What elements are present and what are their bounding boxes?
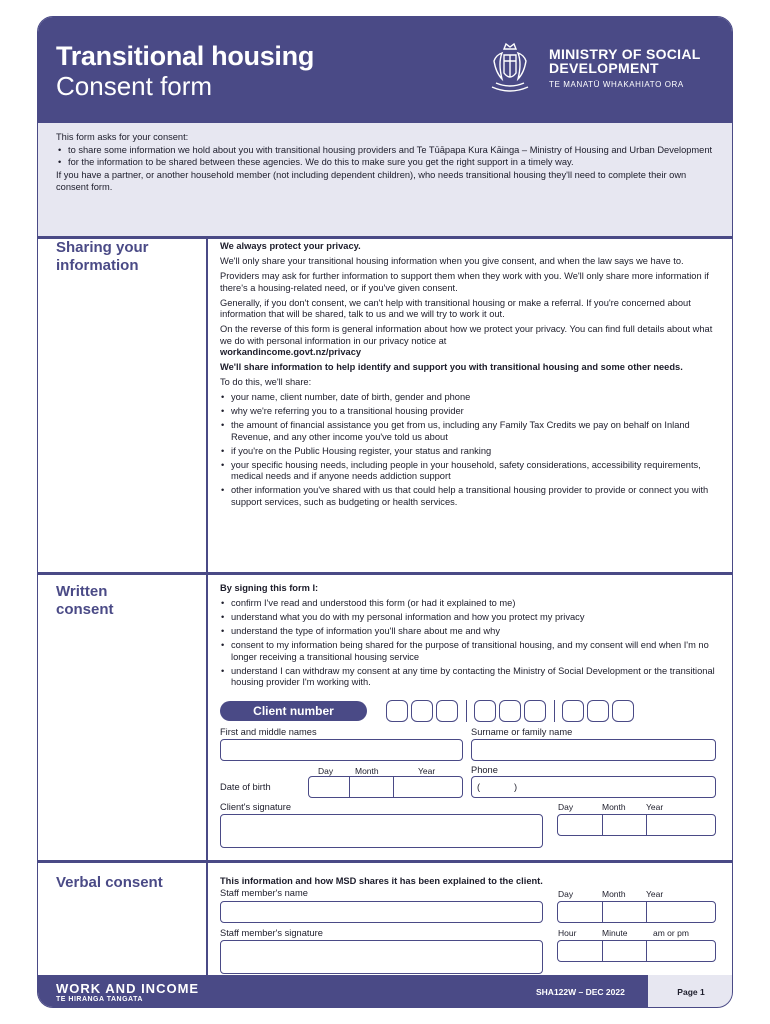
- written-section-title: [56, 583, 114, 619]
- field-divider: [646, 902, 647, 922]
- privacy-notice-text: On the reverse of this form is general information about how we protect your privacy. You can find full details about what we do with personal information in our privacy notice at: [220, 324, 713, 346]
- client-signature-label: Client's signature: [220, 802, 292, 812]
- dob-year-label: Year: [418, 766, 436, 776]
- intro-lead: This form asks for your consent:: [56, 132, 189, 142]
- intro-bullet: • for the information to be shared between these agencies. We do this to make sure you get the right support in a timely way.: [56, 156, 714, 169]
- list-item: • other information you've shared with us that could help a transitional housing provider to provide or connect you with support services, such as budgeting or health services.: [220, 485, 720, 508]
- written-title-line-1: Written: [56, 583, 108, 600]
- client-number-label: Client number: [220, 701, 367, 721]
- field-divider: [349, 777, 350, 797]
- field-divider: [602, 902, 603, 922]
- client-number-digit[interactable]: [612, 700, 634, 722]
- phone-area-close: ): [514, 782, 518, 792]
- list-item: • understand the type of information you'll share about me and why: [220, 626, 720, 638]
- work-and-income-sub: TE HIRANGA TANGATA: [56, 996, 143, 1003]
- coat-of-arms-icon: [482, 39, 538, 99]
- client-number-digit[interactable]: [474, 700, 496, 722]
- form-code: SHA122W – DEC 2022: [536, 987, 625, 997]
- list-item: • the amount of financial assistance you get from us, including any Family Tax Credits we pay on behalf on Inland Revenue, and any other income you've told us about: [220, 420, 720, 443]
- verbal-section-title: Verbal consent: [56, 874, 163, 891]
- sharing-paragraph: Generally, if you don't consent, we can't help with transitional housing or make a referral. If you're concerned about information that will be shared, talk to us and we will try to work it out.: [220, 297, 691, 319]
- client-number-digit[interactable]: [499, 700, 521, 722]
- header-banner: [38, 17, 732, 123]
- field-divider: [646, 941, 647, 961]
- list-item: • confirm I've read and understood this form (or had it explained to me): [220, 598, 720, 610]
- partner-note: If you have a partner, or another household member (not including dependent children), who needs transitional housing they'll need to complete their own consent form.: [56, 169, 687, 192]
- staff-name-field[interactable]: [220, 901, 543, 923]
- sig-day-label: Day: [558, 802, 574, 812]
- page-number: Page 1: [648, 975, 733, 1008]
- field-divider: [602, 815, 603, 835]
- share-lead: To do this, we'll share:: [220, 377, 312, 387]
- sharing-paragraph: [220, 324, 720, 359]
- privacy-heading: We always protect your privacy.: [220, 241, 361, 251]
- field-divider: [393, 777, 394, 797]
- share-list: [220, 392, 720, 508]
- list-item: • if you're on the Public Housing register, your status and ranking: [220, 446, 720, 458]
- intro-bullet: • to share some information we hold about you with transitional housing providers and Te Tūāpapa Kura Kāinga – Ministry of Housing and Urban Development: [56, 144, 714, 157]
- intro-panel: [38, 123, 732, 236]
- client-number-digit[interactable]: [562, 700, 584, 722]
- list-item: • understand what you do with my personal information and how you protect my privacy: [220, 612, 720, 624]
- digit-separator: [554, 700, 555, 722]
- surname-label: Surname or family name: [471, 727, 573, 737]
- sig-year-label: Year: [646, 802, 664, 812]
- staff-signature-field[interactable]: [220, 940, 543, 974]
- verbal-explained: This information and how MSD shares it has been explained to the client.: [220, 876, 543, 886]
- ministry-line-2: DEVELOPMENT: [549, 60, 659, 76]
- verbal-year-label: Year: [646, 889, 664, 899]
- date-of-birth-field[interactable]: [308, 776, 463, 798]
- ministry-line-1: MINISTRY OF SOCIAL: [549, 46, 701, 62]
- first-names-label: First and middle names: [220, 727, 317, 737]
- sharing-content: [220, 241, 720, 511]
- signing-heading: By signing this form I:: [220, 583, 319, 593]
- client-signature-field[interactable]: [220, 814, 543, 848]
- list-item: • your name, client number, date of birth, gender and phone: [220, 392, 720, 404]
- ampm-label: am or pm: [653, 928, 689, 938]
- client-number-digit[interactable]: [524, 700, 546, 722]
- list-item: • your specific housing needs, including people in your household, safety considerations, accessibility requirements, medical needs and if anyone needs addiction support: [220, 460, 720, 483]
- phone-area-open: (: [477, 782, 481, 792]
- verbal-time-field[interactable]: [557, 940, 716, 962]
- written-content: [220, 583, 720, 692]
- share-heading: We'll share information to help identify and support you with transitional housing and some other needs.: [220, 362, 683, 372]
- form-title: Transitional housing: [56, 41, 315, 71]
- client-number-digit[interactable]: [587, 700, 609, 722]
- list-item: • why we're referring you to a transitional housing provider: [220, 406, 720, 418]
- work-and-income-logo: WORK AND INCOME: [56, 981, 200, 996]
- form-subtitle: Consent form: [56, 71, 213, 101]
- surname-field[interactable]: [471, 739, 716, 761]
- ministry-maori-name: TE MANATŪ WHAKAHIATO ORA: [549, 80, 684, 89]
- sharing-title-line-2: information: [56, 257, 139, 274]
- sharing-paragraph: Providers may ask for further information to support them when they work with you. We'll only share more information if there's a housing-related need, or if you've given consent.: [220, 271, 709, 293]
- digit-separator: [466, 700, 467, 722]
- field-divider: [602, 941, 603, 961]
- sharing-label-column: [38, 239, 208, 572]
- hour-label: Hour: [558, 928, 577, 938]
- privacy-link[interactable]: workandincome.govt.nz/privacy: [220, 347, 362, 357]
- list-item: • understand I can withdraw my consent at any time by contacting the Ministry of Social Development or the transitional housing provider I'm working with.: [220, 666, 720, 689]
- client-number-digit[interactable]: [436, 700, 458, 722]
- field-divider: [646, 815, 647, 835]
- form-page: [37, 16, 733, 1008]
- sharing-paragraph: We'll only share your transitional housing information when you give consent, and when the law says we have to.: [220, 256, 684, 266]
- written-title-line-2: consent: [56, 601, 114, 618]
- phone-field[interactable]: [471, 776, 716, 798]
- first-names-field[interactable]: [220, 739, 463, 761]
- staff-signature-label: Staff member's signature: [220, 928, 323, 938]
- dob-month-label: Month: [355, 766, 379, 776]
- consent-list: [220, 598, 720, 689]
- ministry-name: [549, 47, 701, 75]
- verbal-day-label: Day: [558, 889, 574, 899]
- dob-label: Date of birth: [220, 782, 271, 792]
- minute-label: Minute: [602, 928, 628, 938]
- dob-day-label: Day: [318, 766, 334, 776]
- phone-label: Phone: [471, 765, 498, 775]
- sharing-title-line-1: Sharing your: [56, 239, 149, 256]
- sig-month-label: Month: [602, 802, 626, 812]
- client-number-digit[interactable]: [386, 700, 408, 722]
- list-item: • consent to my information being shared for the purpose of transitional housing, and my consent will end when I'm no longer receiving a transitional housing service: [220, 640, 720, 663]
- client-signature-date-field[interactable]: [557, 814, 716, 836]
- intro-list: [56, 144, 714, 169]
- footer-bar: [38, 975, 732, 1008]
- staff-name-label: Staff member's name: [220, 888, 308, 898]
- sharing-section-title: [56, 239, 149, 275]
- verbal-month-label: Month: [602, 889, 626, 899]
- verbal-date-field[interactable]: [557, 901, 716, 923]
- client-number-digit[interactable]: [411, 700, 433, 722]
